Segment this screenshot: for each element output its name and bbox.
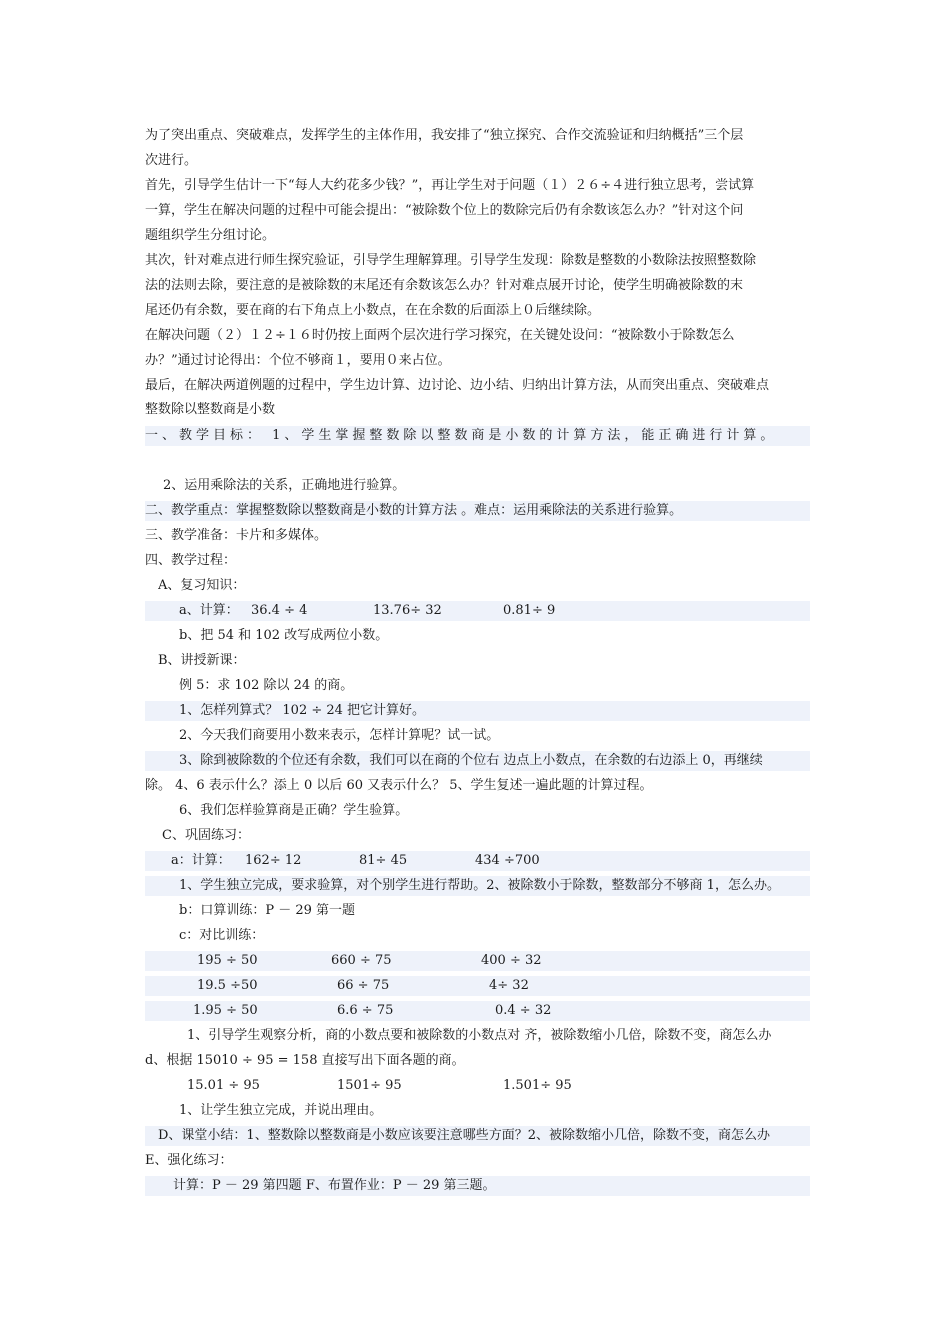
intro-line: 办？”通过讨论得出：个位不够商１，要用０来占位。 [145,353,451,368]
review-heading: A、复习知识： [158,578,246,593]
compare-row [145,976,810,996]
calc-item: 13.76÷ 32 [373,603,442,618]
review-b: b、把 54 和 102 改写成两位小数。 [179,628,389,643]
intro-line: 一算，学生在解决问题的过程中可能会提出：“被除数个位上的数除完后仍有余数该怎么办？”针对这个问 [145,203,744,218]
calc-item: 6.6 ÷ 75 [337,1003,394,1018]
practice-b: b：口算训练：P － 29 第一题 [179,903,356,918]
intro-line: 其次，针对难点进行师生探究验证，引导学生理解算理。引导学生发现：除数是整数的小数除法按照整数除 [145,253,757,268]
compare-row [145,1001,810,1021]
intro-line: 法的法则去除，要注意的是被除数的末尾还有余数该怎么办？针对难点展开讨论，使学生明确被除数的末 [145,278,744,293]
calc-item: 195 ÷ 50 [197,953,258,968]
intro-line: 最后，在解决两道例题的过程中，学生边计算、边讨论、边小结、归纳出计算方法，从而突出重点、突破难点 [145,378,770,393]
teach-heading: B、讲授新课： [158,653,246,668]
teaching-prep: 三、教学准备：卡片和多媒体。 [145,528,328,543]
calc-item: 0.4 ÷ 32 [495,1003,552,1018]
teaching-key-point: 二、教学重点：掌握整数除以整数商是小数的计算方法 。难点：运用乘除法的关系进行验算。 [145,501,810,521]
question-2: 2、今天我们商要用小数来表示，怎样计算呢？试一试。 [179,728,500,743]
review-calc-row [145,601,810,621]
practice-calc-row [145,851,810,871]
practice-c: c：对比训练： [179,928,265,943]
intro-line: 题组织学生分组讨论。 [145,228,276,243]
question-1: 1、怎样列算式？ 102 ÷ 24 把它计算好。 [145,701,810,721]
calc-item: 400 ÷ 32 [481,953,542,968]
lesson-title: 整数除以整数商是小数 [145,402,276,417]
practice-1: 1、学生独立完成，要求验算，对个别学生进行帮助。2、被除数小于除数，整数部分不够商 1，怎么办。 [145,876,810,896]
calc-item: 1.501÷ 95 [503,1078,572,1093]
intro-line: 在解决问题（２）１２÷１６时仍按上面两个层次进行学习探究，在关键处设问：“被除数小于除数怎么 [145,328,735,343]
calc-item: 15.01 ÷ 95 [187,1078,260,1093]
calc-item: 4÷ 32 [489,978,529,993]
calc-item: 1501÷ 95 [337,1078,402,1093]
class-summary: D、课堂小结：1、整数除以整数商是小数应该要注意哪些方面？2、被除数缩小几倍，除数不变，商怎么办 [145,1126,810,1146]
teaching-process: 四、教学过程： [145,553,237,568]
guide-d: d、根据 15010 ÷ 95 = 158 直接写出下面各题的商。 [145,1053,465,1068]
calc-item: 19.5 ÷50 [197,978,258,993]
calc-label: a、计算： [179,603,239,618]
compare-row [145,951,810,971]
practice-heading: C、巩固练习： [162,828,250,843]
d-1: 1、让学生独立完成，并说出理由。 [179,1103,383,1118]
intro-line: 次进行。 [145,153,198,168]
question-3b: 除。 4、6 表示什么？添上 0 以后 60 又表示什么？ 5、学生复述一遍此题的计算过程。 [145,778,653,793]
reinforce-calc: 计算：P － 29 第四题 F、布置作业：P － 29 第三题。 [145,1176,810,1196]
reinforce-heading: E、强化练习： [145,1153,233,1168]
calc-item: 660 ÷ 75 [331,953,392,968]
intro-line: 尾还仍有余数，要在商的右下角点上小数点，在在余数的后面添上０后继续除。 [145,303,601,318]
calc-item: 434 ÷700 [475,853,540,868]
calc-label: a：计算： [171,853,231,868]
intro-line: 为了突出重点、突破难点，发挥学生的主体作用，我安排了“独立探究、合作交流验证和归纳概括”三个层 [145,128,744,143]
guide-1: 1、引导学生观察分析，商的小数点要和被除数的小数点对 齐，被除数缩小几倍，除数不变，商怎么办 [187,1028,772,1043]
calc-item: 66 ÷ 75 [337,978,390,993]
question-6: 6、我们怎样验算商是正确？学生验算。 [179,803,409,818]
question-3a: 3、除到被除数的个位还有余数，我们可以在商的个位右 边点上小数点，在余数的右边添上 0，再继续 [145,751,810,771]
teaching-goal-1: 一、教学目标： 1、学生掌握整数除以整数商是小数的计算方法，能正确进行计算。 [145,426,810,446]
calc-item: 81÷ 45 [359,853,408,868]
calc-item: 1.95 ÷ 50 [193,1003,258,1018]
calc-item: 0.81÷ 9 [503,603,556,618]
teaching-goal-2: 2、运用乘除法的关系，正确地进行验算。 [163,478,406,493]
calc-item: 162÷ 12 [245,853,302,868]
intro-line: 首先，引导学生估计一下“每人大约花多少钱？”，再让学生对于问题（１）２６÷４进行独立思考，尝试算 [145,178,755,193]
d-calc-row [145,1076,810,1096]
calc-item: 36.4 ÷ 4 [251,603,308,618]
example-5: 例 5：求 102 除以 24 的商。 [179,678,354,693]
